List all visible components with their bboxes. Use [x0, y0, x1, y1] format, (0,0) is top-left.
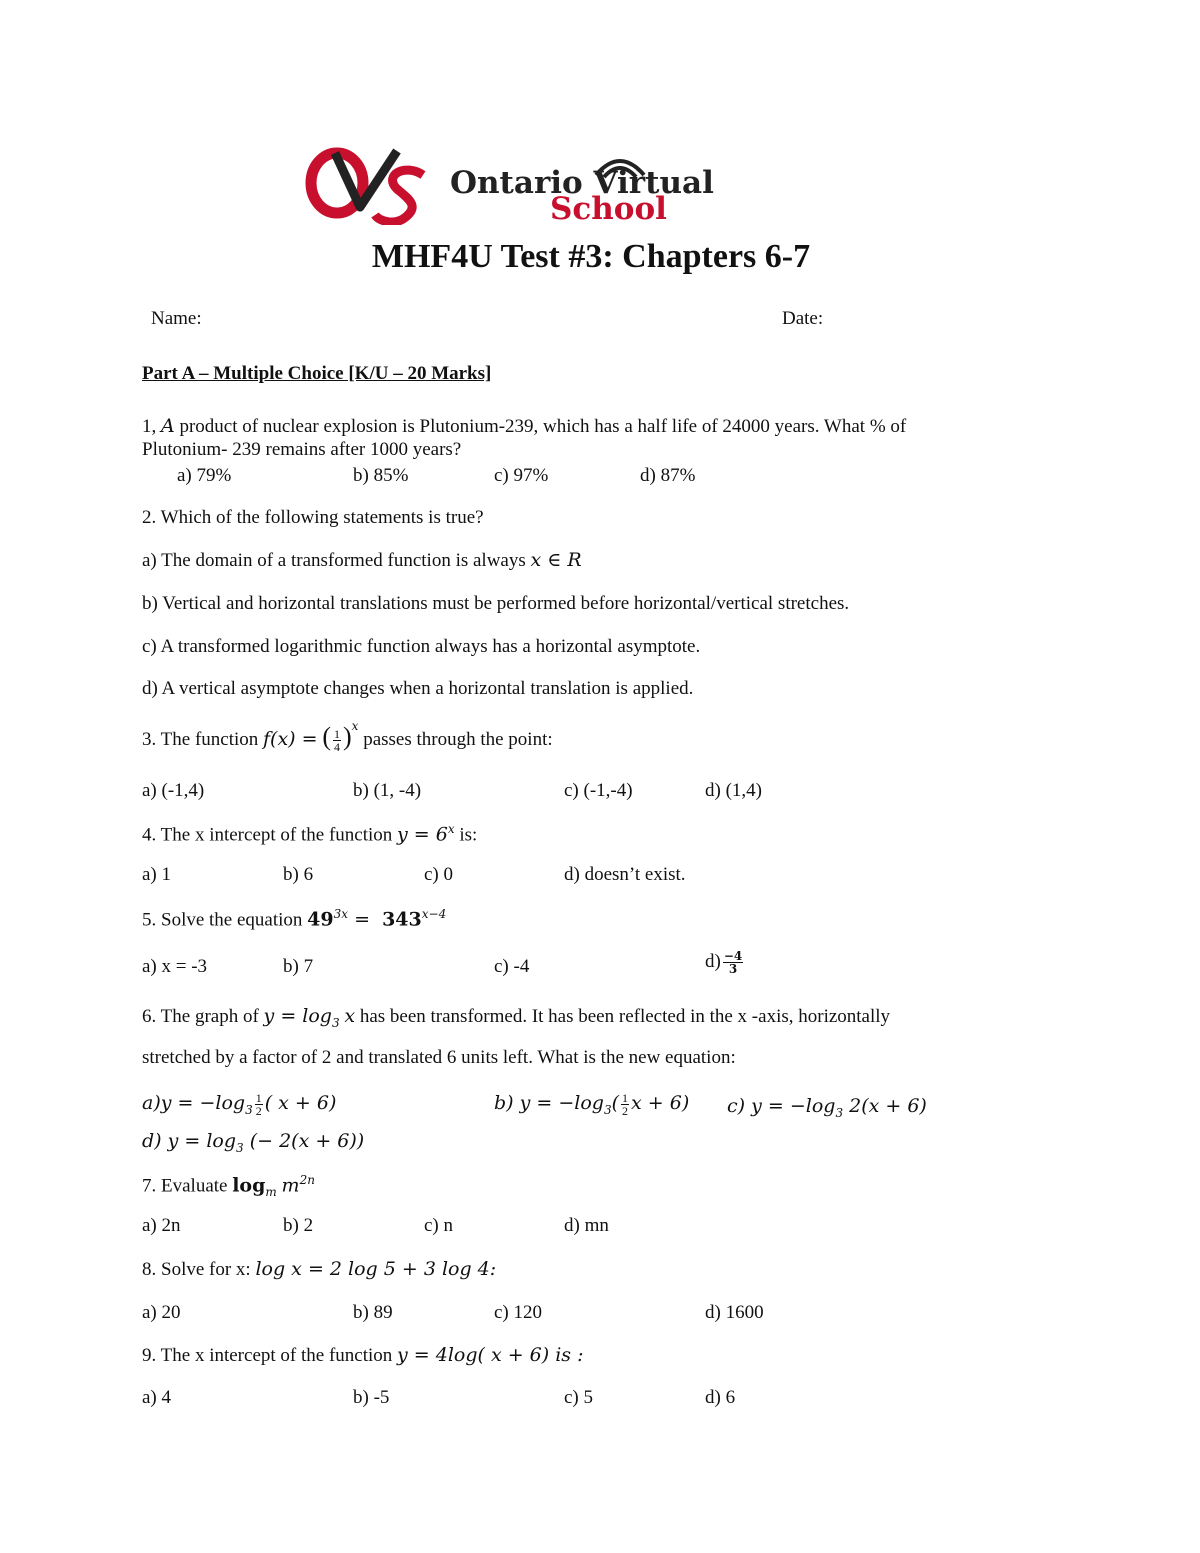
school-logo	[305, 145, 825, 225]
q3-math-lhs: f(x) =	[263, 728, 318, 750]
question-6-line1	[142, 1005, 890, 1030]
q5-option-a: a) x = -3	[142, 956, 208, 977]
q7-option-b: b) 2	[283, 1215, 314, 1236]
q6-option-c	[727, 1095, 927, 1120]
q6-option-a	[142, 1092, 336, 1117]
q6-option-d-pre: d) y = log	[142, 1130, 237, 1152]
q6-option-d-post: (− 2(x + 6))	[243, 1130, 365, 1152]
q3-option-b: b) (1, -4)	[353, 780, 422, 801]
part-heading: Part A – Multiple Choice [K/U – 20 Marks]	[142, 363, 492, 384]
q6-line1-pre: 6. The graph of	[142, 1006, 259, 1027]
q5-option-d-fraction: $\frac{-4}{3}$	[723, 949, 743, 976]
question-2-text: 2. Which of the following statements is true?	[142, 507, 484, 528]
q7-option-a: a) 2n	[142, 1215, 181, 1236]
q5-option-c: c) -4	[494, 956, 530, 977]
q9-option-a: a) 4	[142, 1387, 172, 1408]
q5-exp1: 3x	[333, 907, 349, 921]
q3-option-c: c) (-1,-4)	[564, 780, 633, 801]
q5-option-d	[705, 950, 745, 975]
q7-option-c: c) n	[424, 1215, 454, 1236]
q6-line1-post: has been transformed. It has been reflected in the x -axis, horizontally	[359, 1006, 891, 1027]
q6-option-b-sub: 3	[603, 1102, 612, 1117]
q6-option-b: b) $y = -\log_3$( $\frac{1}{2}$ x + 6)	[494, 1091, 690, 1119]
q5-option-b: b) 7	[283, 956, 314, 977]
q6-option-d-sub: 3	[236, 1140, 244, 1155]
question-6-line2: stretched by a factor of 2 and translated 6 units left. What is the new equation:	[142, 1047, 736, 1068]
q6-option-b-post: x + 6)	[631, 1092, 690, 1114]
q2-option-c: c) A transformed logarithmic function always has a horizontal asymptote.	[142, 636, 701, 657]
q4-option-b: b) 6	[283, 864, 314, 885]
q9-math: y = 4log( x + 6) is :	[397, 1344, 584, 1366]
q7-sub: m	[265, 1185, 277, 1200]
question-5-text	[142, 907, 446, 931]
q6-option-a-pre: a)y = −log	[142, 1092, 246, 1114]
q4-text-pre: 4. The x intercept of the function	[142, 824, 393, 846]
q6-option-c-post: 2(x + 6)	[843, 1095, 927, 1117]
q5-exp2: x−4	[421, 907, 447, 921]
q4-text-post: is:	[459, 824, 478, 846]
q6-option-a-post: ( x + 6)	[264, 1092, 337, 1114]
q6-option-d	[142, 1130, 364, 1155]
question-3-text: 3. The function f(x) = ( $\frac{1}{4}$ )$^x$ passes through the point:	[142, 718, 553, 755]
q3-exponent: x	[351, 718, 359, 733]
q6-option-b-fraction: $\frac{1}{2}$	[622, 1091, 629, 1119]
q8-option-c: c) 120	[494, 1302, 543, 1323]
q1-option-b: b) 85%	[353, 465, 409, 486]
q7-text-pre: 7. Evaluate	[142, 1175, 228, 1197]
q6-line1-sub: 3	[331, 1015, 340, 1030]
q8-math: log x = 2 log 5 + 3 log 4:	[255, 1258, 497, 1280]
q2-option-a-math: x ∈ R	[530, 549, 582, 571]
q3-text-pre: 3. The function	[142, 729, 259, 750]
question-1-line1: 1, 𝐴 product of nuclear explosion is Plutonium-239, which has a half life of 24000 years. What % of	[142, 416, 907, 437]
q4-option-c: c) 0	[424, 864, 454, 885]
q6-option-c-pre: c) y = −log	[727, 1095, 836, 1117]
q6-line1-var: x	[344, 1005, 356, 1027]
q7-log: log	[232, 1174, 266, 1197]
question-1-line2: Plutonium- 239 remains after 1000 years?	[142, 439, 462, 460]
q9-option-b: b) -5	[353, 1387, 390, 1408]
question-9-text	[142, 1344, 584, 1367]
q5-option-d-prefix: d)	[705, 950, 721, 972]
logo-line2: School	[550, 191, 667, 227]
q6-line1-math: y = log	[263, 1005, 332, 1027]
q2-option-a	[142, 549, 582, 572]
q7-exponent: 2n	[299, 1173, 315, 1187]
q6-option-a-fraction: $\frac{1}{2}$	[255, 1091, 262, 1119]
q1-option-c: c) 97%	[494, 465, 549, 486]
q2-option-b: b) Vertical and horizontal translations must be performed before horizontal/vertical stretches.	[142, 593, 850, 614]
q8-text-pre: 8. Solve for x:	[142, 1259, 251, 1280]
q5-equals: =	[348, 908, 383, 931]
q2-option-d: d) A vertical asymptote changes when a horizontal translation is applied.	[142, 678, 694, 699]
q5-text-pre: 5. Solve the equation	[142, 909, 303, 931]
q1-option-a: a) 79%	[177, 465, 232, 486]
q9-option-c: c) 5	[564, 1387, 594, 1408]
q8-option-b: b) 89	[353, 1302, 393, 1323]
question-7-text	[142, 1173, 315, 1199]
q7-option-d: d) mn	[564, 1215, 609, 1236]
q9-option-d: d) 6	[705, 1387, 736, 1408]
q5-base1: 49	[307, 908, 334, 931]
date-label: Date:	[782, 308, 824, 329]
q9-text-pre: 9. The x intercept of the function	[142, 1345, 393, 1366]
q4-option-a: a) 1	[142, 864, 172, 885]
page-title: MHF4U Test #3: Chapters 6-7	[371, 238, 811, 275]
question-4-text	[142, 822, 477, 846]
q4-option-d: d) doesn’t exist.	[564, 864, 686, 885]
q3-option-d: d) (1,4)	[705, 780, 762, 801]
q1-option-d: d) 87%	[640, 465, 696, 486]
q3-text-post: passes through the point:	[363, 729, 553, 750]
q4-math: y = 6	[397, 823, 448, 846]
ovs-emblem-icon	[305, 145, 435, 225]
q6-option-b-pre: b) y = −log	[494, 1092, 604, 1114]
q3-fraction: $\frac{1}{4}$	[333, 727, 340, 755]
q7-var: m	[281, 1174, 300, 1197]
q4-exponent: x	[447, 822, 455, 836]
q6-option-a-sub: 3	[245, 1102, 253, 1117]
q3-option-a: a) (-1,4)	[142, 780, 205, 801]
name-label: Name:	[151, 308, 202, 329]
q8-option-d: d) 1600	[705, 1302, 764, 1323]
question-8-text	[142, 1258, 496, 1281]
logo-line1: Ontario Virtual	[450, 165, 714, 201]
q2-option-a-text: a) The domain of a transformed function is always	[142, 550, 526, 571]
q6-option-c-sub: 3	[835, 1105, 844, 1120]
q5-base2: 343	[382, 908, 422, 931]
q8-option-a: a) 20	[142, 1302, 181, 1323]
